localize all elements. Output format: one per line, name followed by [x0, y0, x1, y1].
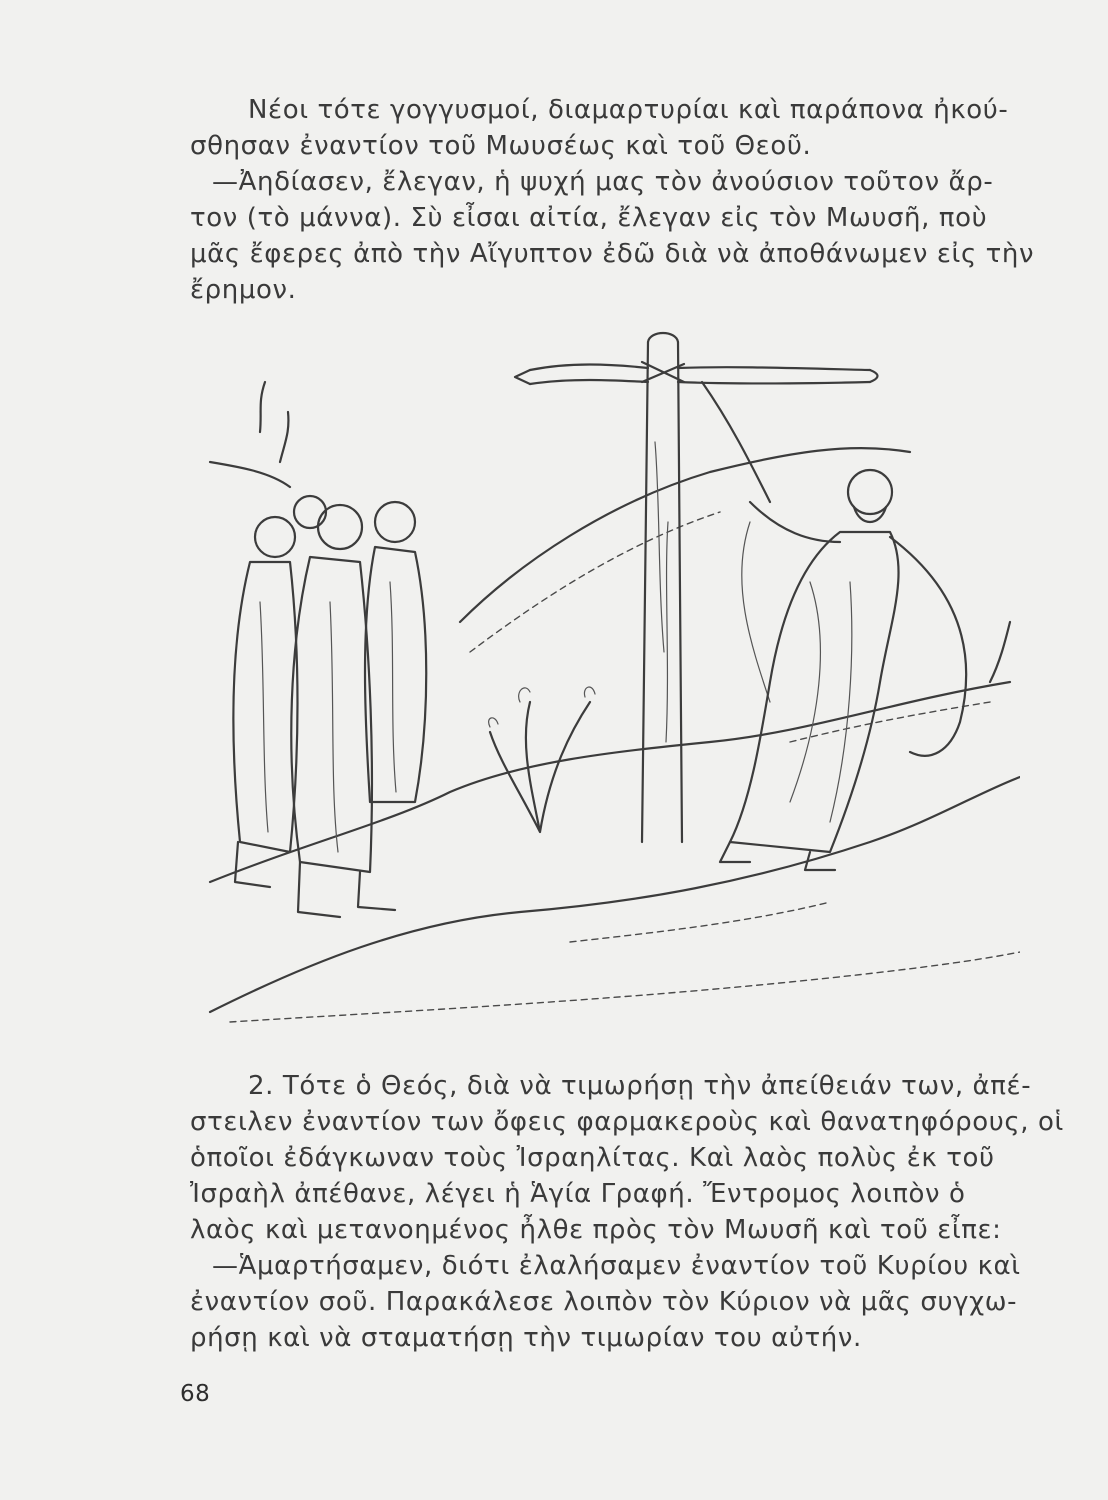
brazen-serpent-illustration-icon	[190, 322, 1020, 1042]
paragraph-serpents	[190, 1068, 1064, 1356]
serpent-tail	[870, 370, 878, 382]
moses-robe-folds	[790, 582, 852, 822]
grass-right	[990, 622, 1010, 682]
text-line: τον (τὸ μάννα). Σὺ εἶσαι αἰτία, ἔλεγαν εἰς τὸν Μωυσῆ, ποὺ	[190, 203, 988, 233]
text-line: λαὸς καὶ μετανοημένος ἦλθε πρὸς τὸν Μωυσῆ καὶ τοῦ εἶπε:	[190, 1215, 1002, 1245]
grass-tuft	[260, 382, 288, 462]
serpent-head	[515, 370, 530, 384]
ground-hatching	[230, 952, 1020, 1022]
person-head	[255, 517, 295, 557]
moses-cloak	[890, 537, 966, 756]
person-head	[294, 496, 326, 528]
text-line: σθησαν ἐναντίον τοῦ Μωυσέως καὶ τοῦ Θεοῦ.	[190, 131, 812, 161]
moses-arm	[750, 502, 840, 542]
staff-line	[742, 522, 770, 702]
ground-hatching-2	[570, 902, 830, 942]
text-line: ἔρημον.	[190, 275, 297, 305]
person-head	[318, 505, 362, 549]
ground-line	[210, 682, 1010, 882]
serpent-body-top	[530, 365, 870, 371]
text-line: στειλεν ἐναντίον των ὄφεις φαρμακεροὺς καὶ θανατηφόρους, οἱ	[190, 1107, 1064, 1137]
foreground-ground	[210, 777, 1020, 1012]
person-robe	[233, 562, 297, 852]
branch	[210, 462, 290, 487]
text-line: ἐναντίον σοῦ. Παρακάλεσε λοιπὸν τὸν Κύριον νὰ μᾶς συγχω-	[190, 1287, 1018, 1317]
hill-line	[460, 448, 910, 622]
paragraph-murmuring	[190, 92, 1035, 308]
serpent-body-bottom	[530, 380, 870, 384]
text-line: ὁποῖοι ἐδάγκωναν τοὺς Ἰσραηλίτας. Καὶ λαὸς πολὺς ἐκ τοῦ	[190, 1143, 995, 1173]
pole	[642, 342, 682, 842]
text-line: μᾶς ἔφερες ἀπὸ τὴν Αἴγυπτον ἐδῶ διὰ νὰ ἀποθάνωμεν εἰς τὴν	[190, 239, 1035, 269]
text-line: 2. Τότε ὁ Θεός, διὰ νὰ τιμωρήσῃ τὴν ἀπείθειάν των, ἀπέ-	[248, 1071, 1032, 1101]
pole-top	[648, 333, 678, 342]
person-robe	[291, 557, 372, 872]
illustration-drawing	[190, 322, 1020, 1042]
hill-hatching	[470, 512, 720, 652]
text-line: ρήσῃ καὶ νὰ σταματήσῃ τὴν τιμωρίαν του αὐτήν.	[190, 1323, 862, 1353]
person-head	[375, 502, 415, 542]
text-line: Νέοι τότε γογγυσμοί, διαμαρτυρίαι καὶ παράπονα ἠκού-	[248, 95, 1009, 125]
text-line: —Ἀηδίασεν, ἔλεγαν, ἡ ψυχή μας τὸν ἀνούσιον τοῦτον ἄρ-	[212, 167, 994, 197]
robe-folds	[260, 582, 396, 852]
person-robe	[365, 547, 426, 802]
moses-robe	[730, 532, 899, 852]
page-number: 68	[180, 1381, 211, 1407]
rope	[702, 382, 770, 502]
shrub	[490, 702, 590, 832]
text-line: Ἰσραὴλ ἀπέθανε, λέγει ἡ Ἁγία Γραφή. Ἔντρομος λοιπὸν ὁ	[190, 1179, 966, 1209]
text-line: —Ἁμαρτήσαμεν, διότι ἐλαλήσαμεν ἐναντίον τοῦ Κυρίου καὶ	[212, 1251, 1021, 1281]
